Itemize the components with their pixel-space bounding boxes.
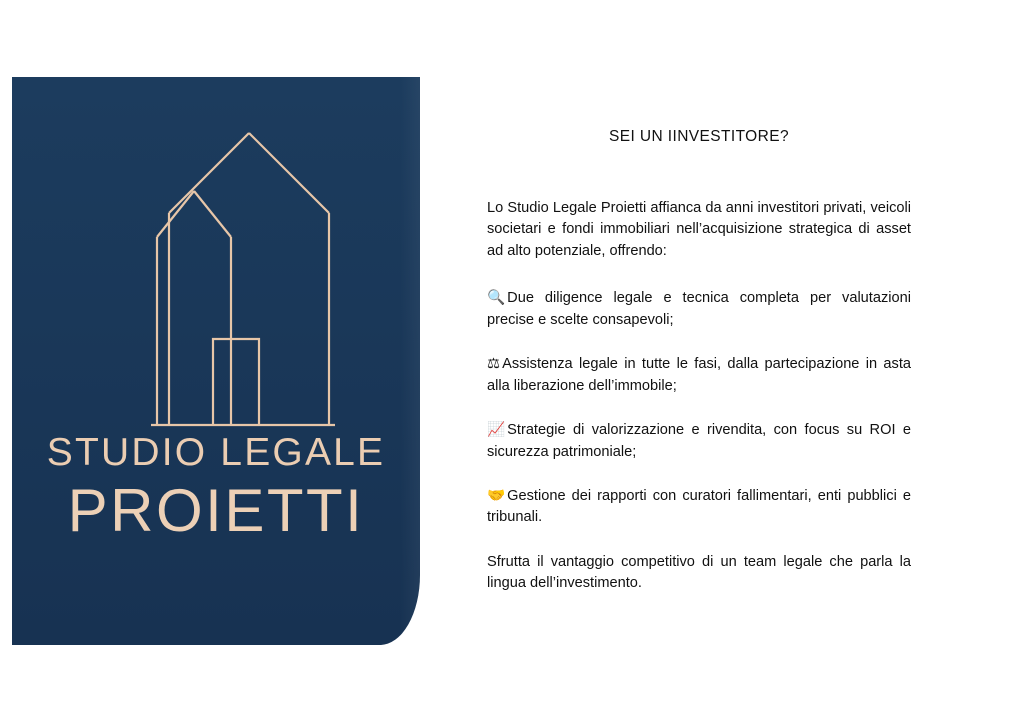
- bullet-text: Due diligence legale e tecnica completa per valutazioni precise e scelte consapevoli;: [487, 290, 911, 328]
- chart-increasing-icon: 📈: [487, 422, 506, 439]
- house-outline-icon: [12, 125, 420, 470]
- content-column: [487, 128, 911, 595]
- bullet-item-3: [487, 420, 911, 463]
- bullet-item-2: [487, 354, 911, 397]
- closing-paragraph: Sfrutta il vantaggio competitivo di un team legale che parla la lingua dell’investimento.: [487, 553, 911, 592]
- page-title: SEI UN IINVESTITORE?: [609, 128, 789, 145]
- bullet-item-1: [487, 288, 911, 331]
- bullet-text: Gestione dei rapporti con curatori fallimentari, enti pubblici e tribunali.: [487, 487, 911, 526]
- bullet-text: Strategie di valorizzazione e rivendita, con focus su ROI e sicurezza patrimoniale;: [487, 422, 911, 460]
- logo-line-2: PROIETTI: [67, 476, 365, 544]
- magnifier-icon: 🔍: [487, 290, 506, 307]
- handshake-icon: 🤝: [487, 487, 506, 504]
- logo-panel: [12, 77, 420, 645]
- courthouse-icon: ⚖: [487, 356, 501, 373]
- bullet-text: Assistenza legale in tutte le fasi, dalla partecipazione in asta alla liberazione dell’immobile;: [487, 356, 911, 394]
- logo-line-1: STUDIO LEGALE: [46, 431, 386, 474]
- bullet-item-4: [487, 486, 911, 529]
- intro-paragraph: Lo Studio Legale Proietti affianca da anni investitori privati, veicoli societari e fondi immobiliari nell’acquisizione strategica di asset ad alto potenziale, offrendo:: [487, 200, 911, 259]
- logo-wordmark: [12, 433, 420, 544]
